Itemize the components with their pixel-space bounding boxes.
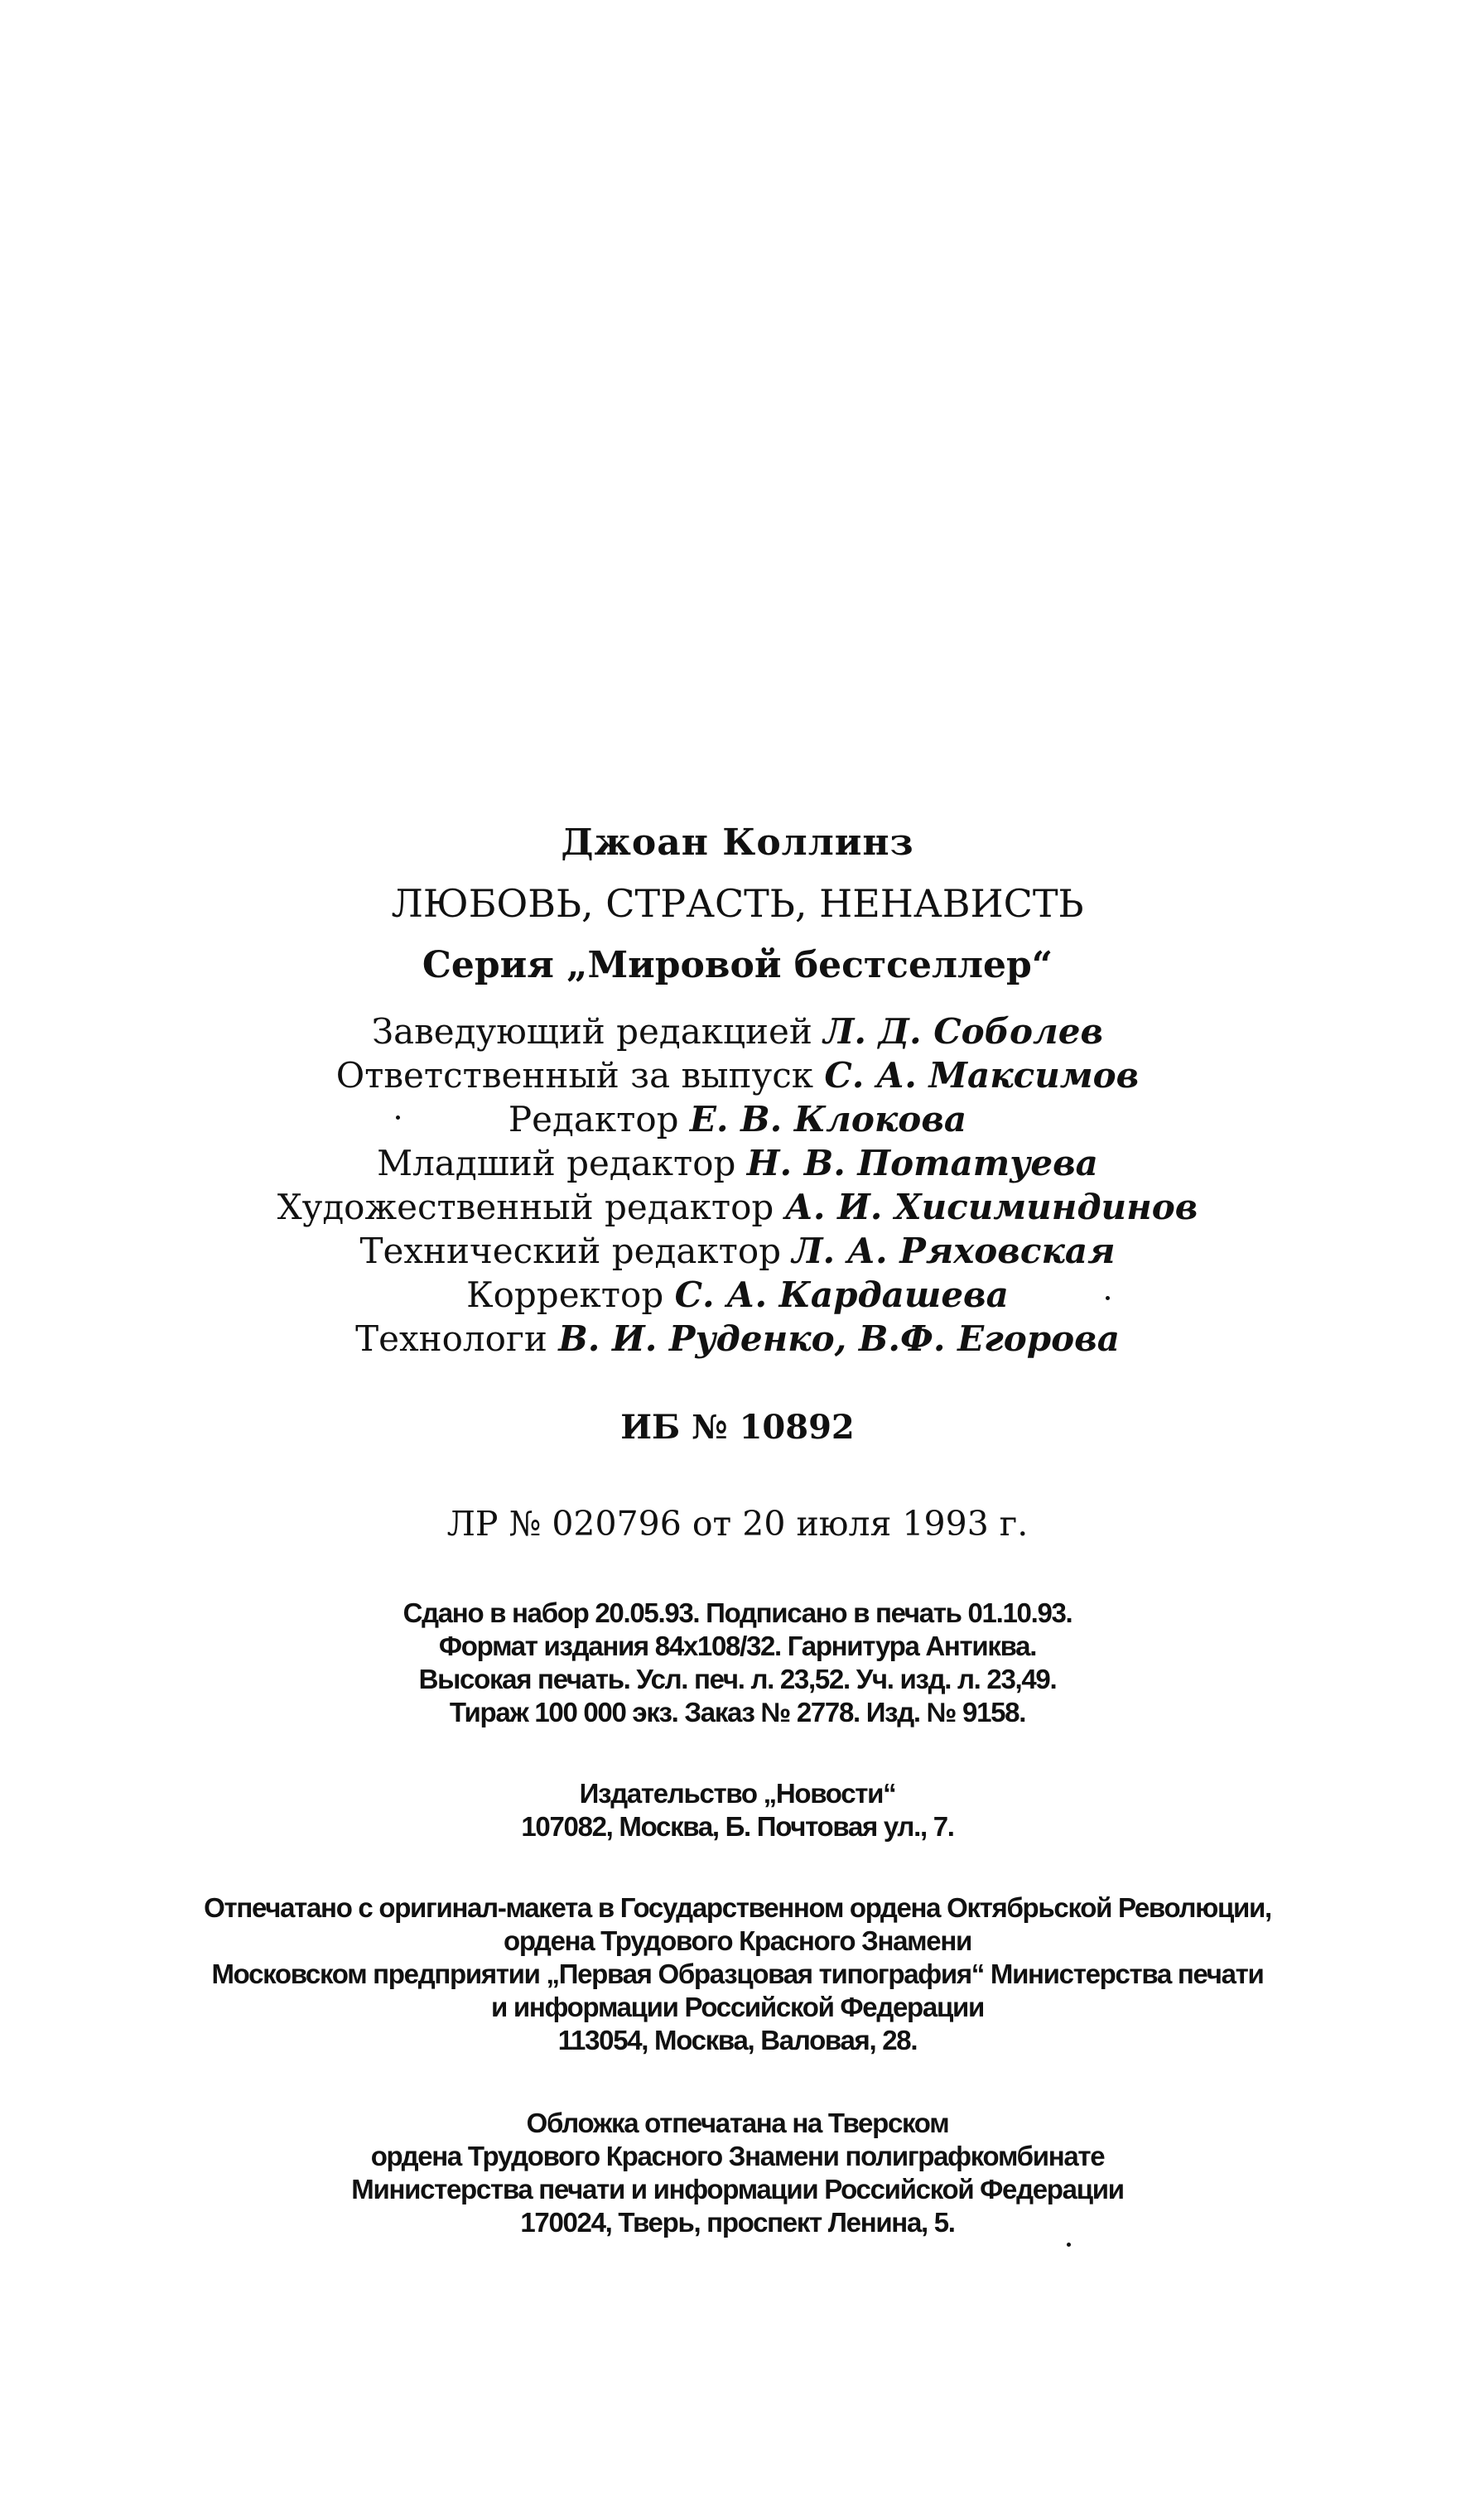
staff-name: С. А. Кардашева (674, 1274, 1009, 1315)
cover-printed-line: Министерства печати и информации Российской Федерации (351, 2174, 1124, 2204)
staff-role: Корректор (466, 1274, 664, 1315)
staff-role: Технический редактор (359, 1231, 782, 1271)
staff-role: Технологи (355, 1318, 547, 1359)
staff-name: Е. В. Клокова (689, 1099, 967, 1140)
cover-printed-line: ордена Трудового Красного Знамени полиграфкомбинате (370, 2141, 1105, 2171)
printed-at-line: и информации Российской Федерации (491, 1992, 984, 2022)
ib-block (0, 1408, 1475, 1447)
book-title: ЛЮБОВЬ, СТРАСТЬ, НЕНАВИСТЬ (391, 881, 1084, 926)
staff-line (0, 1141, 1475, 1185)
cover-printed-line: 170024, Тверь, проспект Ленина, 5. (520, 2207, 955, 2238)
print-detail-line: Тираж 100 000 экз. Заказ № 2778. Изд. № 9158. (449, 1697, 1026, 1727)
print-detail-line: Высокая печать. Усл. печ. л. 23,52. Уч. изд. л. 23,49. (418, 1664, 1057, 1694)
title-block (0, 881, 1475, 926)
staff-role: Младший редактор (377, 1143, 736, 1183)
lr-number: ЛР № 020796 от 20 июля 1993 г. (446, 1504, 1029, 1544)
staff-name: Л. А. Ряховская (792, 1231, 1116, 1271)
staff-name: А. И. Хисиминдинов (784, 1187, 1198, 1227)
publisher-line: 107082, Москва, Б. Почтовая ул., 7. (521, 1811, 954, 1842)
cover-printed-block (0, 2107, 1475, 2239)
staff-name: С. А. Максимов (824, 1055, 1140, 1096)
staff-role: Ответственный за выпуск (335, 1055, 814, 1096)
staff-line (0, 1317, 1475, 1361)
lr-block (0, 1504, 1475, 1544)
staff-line (0, 1229, 1475, 1273)
staff-role: Редактор (508, 1099, 679, 1140)
author-name: Джоан Коллинз (561, 822, 914, 864)
publisher-block (0, 1777, 1475, 1843)
staff-line (0, 1273, 1475, 1317)
staff-name: Н. В. Потатуева (746, 1143, 1098, 1183)
series-block (0, 944, 1475, 986)
staff-role: Заведующий редакцией (371, 1011, 812, 1052)
staff-list (0, 1009, 1475, 1361)
staff-role: Художественный редактор (277, 1187, 774, 1227)
printed-at-line: ордена Трудового Красного Знамени (504, 1925, 971, 1956)
print-detail-line: Сдано в набор 20.05.93. Подписано в печать 01.10.93. (402, 1597, 1073, 1628)
staff-line (0, 1009, 1475, 1053)
cover-printed-line: Обложка отпечатана на Тверском (526, 2108, 949, 2138)
staff-name: В. И. Руденко, В.Ф. Егорова (558, 1318, 1120, 1359)
print-detail-line: Формат издания 84x108/32. Гарнитура Антиква. (438, 1631, 1037, 1661)
staff-name: Л. Д. Соболев (823, 1011, 1104, 1052)
staff-line (0, 1185, 1475, 1229)
publisher-line: Издательство „Новости“ (579, 1778, 896, 1809)
print-details (0, 1597, 1475, 1729)
author-block (0, 822, 1475, 864)
printed-at-block (0, 1891, 1475, 2057)
stray-dot-mark (1106, 1296, 1110, 1300)
staff-line (0, 1097, 1475, 1141)
staff-line (0, 1053, 1475, 1097)
printed-at-line: Московском предприятии „Первая Образцовая типография“ Министерства печати (211, 1959, 1264, 1989)
stray-dot-mark (396, 1115, 400, 1120)
ib-number: ИБ № 10892 (620, 1408, 855, 1447)
stray-dot-mark (1067, 2243, 1071, 2247)
printed-at-line: 113054, Москва, Валовая, 28. (557, 2025, 918, 2055)
printed-at-line: Отпечатано с оригинал-макета в Государственном ордена Октябрьской Революции, (204, 1892, 1271, 1923)
series-name: Серия „Мировой бестселлер“ (422, 944, 1053, 986)
